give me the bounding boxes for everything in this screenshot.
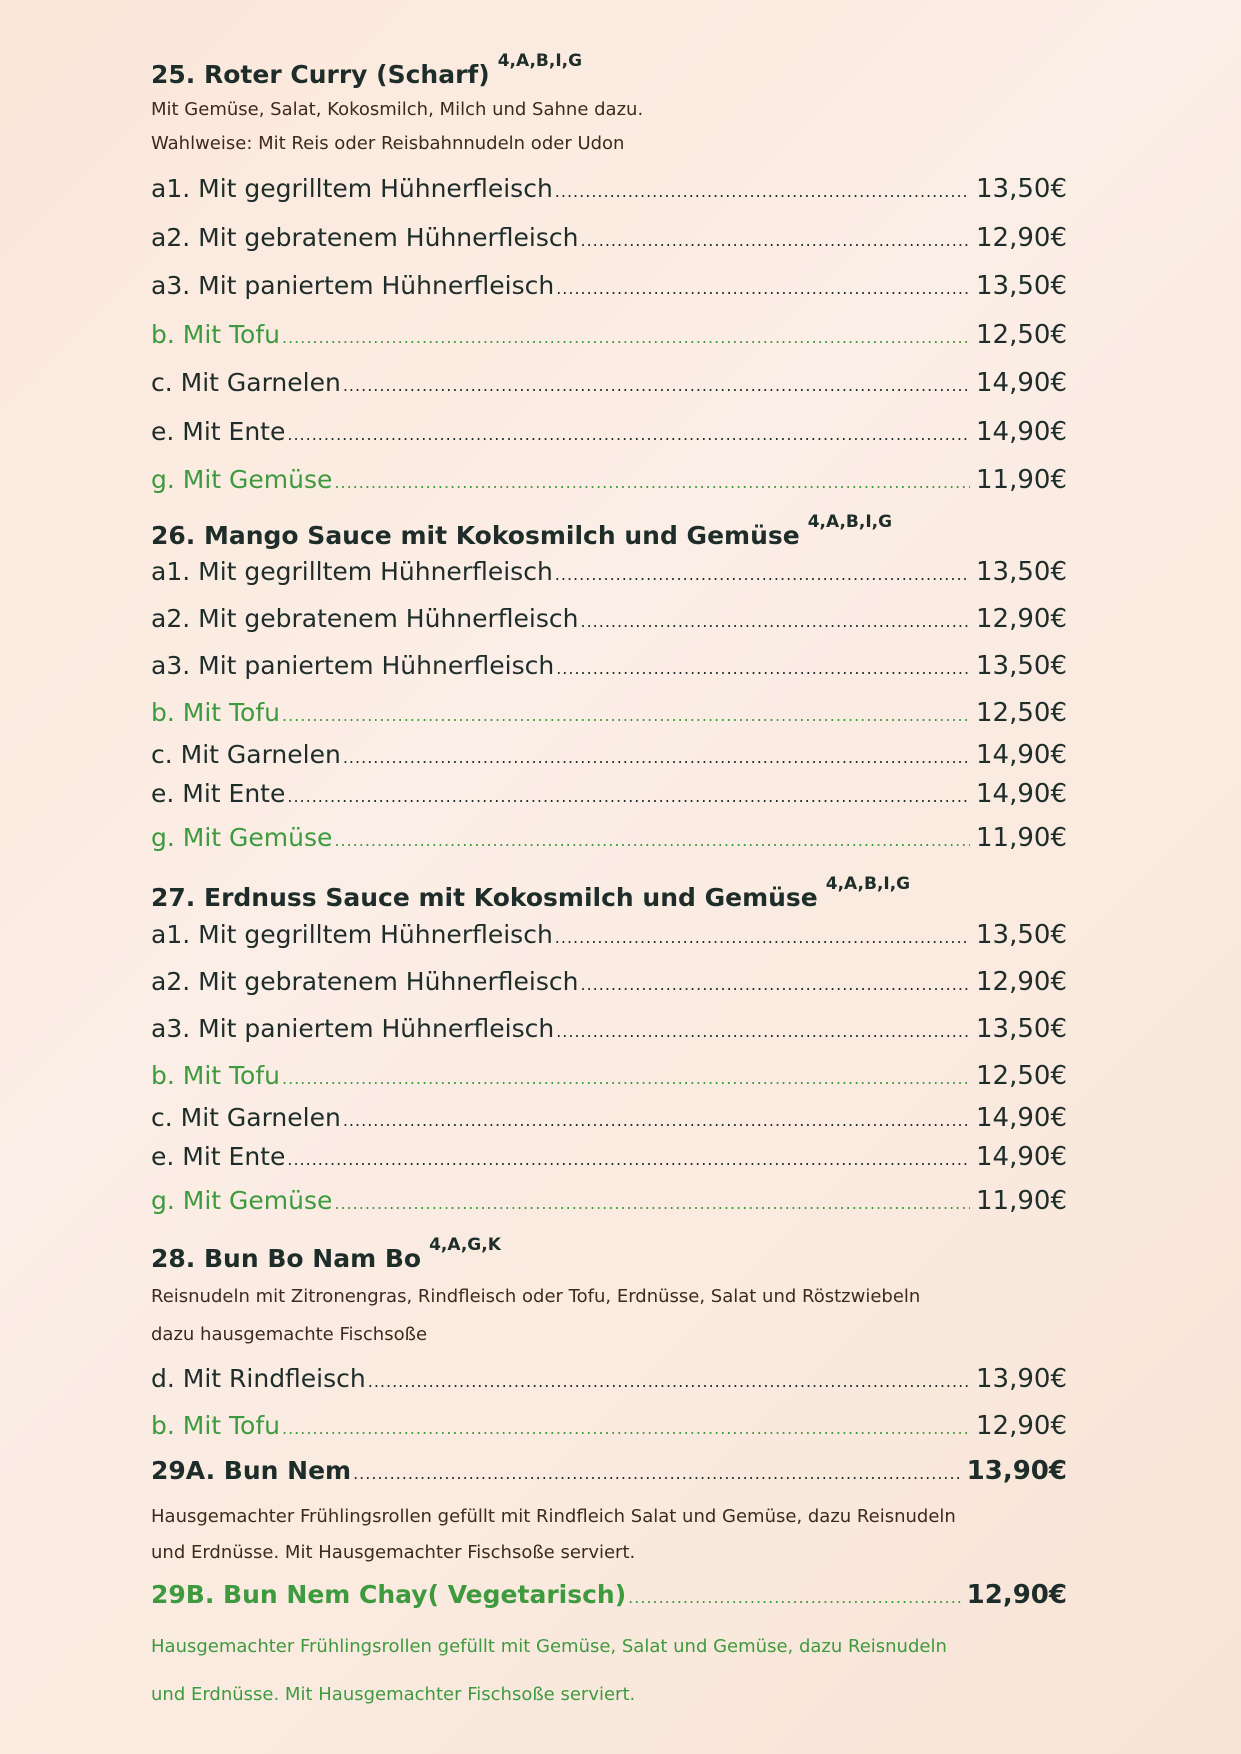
item-price: 14,90€: [976, 1142, 1067, 1172]
section-25-items: [151, 174, 1067, 514]
menu-item: [151, 651, 1067, 698]
menu-item: [151, 1364, 1067, 1411]
menu-item: [151, 1103, 1067, 1142]
item-label: d. Mit Rindfleisch: [151, 1364, 366, 1393]
item-label: e. Mit Ente: [151, 416, 286, 446]
dish-description: und Erdnüsse. Mit Hausgemachter Fischsoße serviert.: [151, 1542, 636, 1563]
dish-description: Wahlweise: Mit Reis oder Reisbahnnudeln oder Udon: [151, 133, 625, 154]
item-label: c. Mit Garnelen: [151, 740, 341, 769]
item-label: a2. Mit gebratenem Hühnerfleisch: [151, 222, 579, 252]
item-price: 14,90€: [976, 779, 1067, 809]
item-price: 12,50€: [976, 319, 1067, 350]
item-price: 12,50€: [976, 698, 1067, 728]
section-28-title: [151, 1235, 501, 1273]
menu-item-29b: [151, 1580, 1067, 1610]
menu-item: [151, 967, 1067, 1014]
allergen-codes: 4,A,B,I,G: [825, 874, 911, 894]
dish-title: 26. Mango Sauce mit Kokosmilch und Gemüse: [151, 521, 800, 550]
menu-item: [151, 368, 1067, 417]
dish-title: 28. Bun Bo Nam Bo: [151, 1244, 422, 1273]
leader-dots: [287, 1150, 970, 1169]
section-25: [151, 51, 1067, 161]
allergen-codes: 4,A,B,I,G: [807, 512, 893, 532]
allergen-codes: 4,A,B,I,G: [497, 51, 583, 71]
item-label: b. Mit Tofu: [151, 319, 280, 349]
dish-description: und Erdnüsse. Mit Hausgemachter Fischsoße serviert.: [151, 1684, 636, 1705]
section-27-items: [151, 920, 1067, 1230]
item-price: 13,50€: [976, 1014, 1067, 1044]
leader-dots: [282, 1069, 970, 1088]
menu-item-vegetarian: [151, 1186, 1067, 1230]
item-label: a3. Mit paniertem Hühnerfleisch: [151, 651, 555, 680]
item-price: 13,50€: [976, 651, 1067, 681]
menu-item-vegetarian: [151, 698, 1067, 740]
item-label: e. Mit Ente: [151, 779, 286, 808]
leader-dots: [628, 1588, 961, 1607]
leader-dots: [556, 279, 970, 298]
item-price: 11,90€: [976, 465, 1067, 495]
item-label: c. Mit Garnelen: [151, 1103, 341, 1132]
section-26-title: [151, 512, 893, 550]
item-price: 12,90€: [976, 222, 1067, 253]
menu-item: [151, 223, 1067, 272]
menu-item: [151, 920, 1067, 967]
item-price: 13,50€: [976, 920, 1067, 950]
item-price: 14,90€: [976, 368, 1067, 398]
item-price: 12,90€: [976, 604, 1067, 634]
leader-dots: [282, 1419, 970, 1438]
menu-item-29a: [151, 1456, 1067, 1486]
item-label: g. Mit Gemüse: [151, 823, 333, 852]
item-label: a1. Mit gegrilltem Hühnerfleisch: [151, 174, 553, 203]
dish-description: Mit Gemüse, Salat, Kokosmilch, Milch und Sahne dazu.: [151, 99, 644, 120]
item-price: 14,90€: [976, 1103, 1067, 1133]
item-price: 13,50€: [976, 271, 1067, 301]
dish-description: Hausgemachter Frühlingsrollen gefüllt mit Gemüse, Salat und Gemüse, dazu Reisnudeln: [151, 1636, 947, 1657]
item-label: a3. Mit paniertem Hühnerfleisch: [151, 1014, 555, 1043]
leader-dots: [556, 659, 970, 678]
section-26-items: [151, 557, 1067, 867]
section-28-items: [151, 1364, 1067, 1458]
item-price: 12,50€: [976, 1061, 1067, 1091]
item-label: g. Mit Gemüse: [151, 465, 333, 494]
item-label: a1. Mit gegrilltem Hühnerfleisch: [151, 920, 553, 949]
leader-dots: [343, 376, 970, 395]
item-label: c. Mit Garnelen: [151, 368, 341, 397]
leader-dots: [555, 928, 970, 947]
item-price: 12,90€: [976, 967, 1067, 997]
item-label: g. Mit Gemüse: [151, 1186, 333, 1215]
leader-dots: [343, 1111, 970, 1130]
leader-dots: [581, 975, 971, 994]
item-label: 29B. Bun Nem Chay( Vegetarisch): [151, 1580, 627, 1609]
item-label: a2. Mit gebratenem Hühnerfleisch: [151, 604, 579, 633]
item-price: 11,90€: [976, 1186, 1067, 1216]
item-price: 12,90€: [966, 1580, 1067, 1610]
dish-title: 27. Erdnuss Sauce mit Kokosmilch und Gemüse: [151, 883, 818, 912]
item-label: b. Mit Tofu: [151, 1411, 280, 1440]
leader-dots: [368, 1372, 970, 1391]
item-label: b. Mit Tofu: [151, 1061, 280, 1090]
leader-dots: [334, 831, 970, 850]
menu-item: [151, 417, 1067, 466]
menu-item: [151, 174, 1067, 223]
menu-item-vegetarian: [151, 465, 1067, 514]
menu-item: [151, 604, 1067, 651]
menu-item-vegetarian: [151, 320, 1067, 369]
leader-dots: [353, 1464, 961, 1483]
leader-dots: [343, 748, 970, 767]
menu-item-vegetarian: [151, 823, 1067, 867]
leader-dots: [287, 425, 970, 444]
menu-item: [151, 1142, 1067, 1186]
leader-dots: [581, 231, 971, 250]
item-price: 13,50€: [976, 174, 1067, 204]
menu-item: [151, 271, 1067, 320]
section-27-title: [151, 874, 911, 912]
item-label: e. Mit Ente: [151, 1142, 286, 1171]
dish-description: dazu hausgemachte Fischsoße: [151, 1324, 428, 1345]
item-price: 14,90€: [976, 740, 1067, 770]
leader-dots: [287, 787, 970, 806]
item-price: 13,90€: [966, 1456, 1067, 1486]
menu-item-vegetarian: [151, 1411, 1067, 1458]
item-label: a1. Mit gegrilltem Hühnerfleisch: [151, 557, 553, 586]
menu-item-vegetarian: [151, 1061, 1067, 1103]
item-price: 13,50€: [976, 557, 1067, 587]
leader-dots: [555, 565, 970, 584]
leader-dots: [282, 328, 970, 347]
leader-dots: [556, 1022, 970, 1041]
item-price: 11,90€: [976, 823, 1067, 853]
leader-dots: [282, 706, 970, 725]
item-label: a2. Mit gebratenem Hühnerfleisch: [151, 967, 579, 996]
leader-dots: [334, 1194, 970, 1213]
leader-dots: [334, 473, 970, 492]
item-label: a3. Mit paniertem Hühnerfleisch: [151, 271, 555, 300]
menu-item: [151, 740, 1067, 779]
menu-item: [151, 557, 1067, 604]
allergen-codes: 4,A,G,K: [429, 1235, 501, 1255]
item-label: 29A. Bun Nem: [151, 1456, 352, 1485]
item-price: 14,90€: [976, 416, 1067, 447]
dish-description: Hausgemachter Frühlingsrollen gefüllt mit Rindfleich Salat und Gemüse, dazu Reisnudeln: [151, 1506, 956, 1527]
section-title: [151, 51, 1067, 89]
menu-item: [151, 1014, 1067, 1061]
dish-title: 25. Roter Curry (Scharf): [151, 60, 490, 89]
dish-description: Reisnudeln mit Zitronengras, Rindfleisch oder Tofu, Erdnüsse, Salat und Röstzwiebeln: [151, 1286, 921, 1307]
leader-dots: [581, 612, 971, 631]
item-price: 13,90€: [976, 1364, 1067, 1394]
leader-dots: [555, 182, 970, 201]
item-label: b. Mit Tofu: [151, 698, 280, 727]
menu-item: [151, 779, 1067, 823]
item-price: 12,90€: [976, 1411, 1067, 1441]
